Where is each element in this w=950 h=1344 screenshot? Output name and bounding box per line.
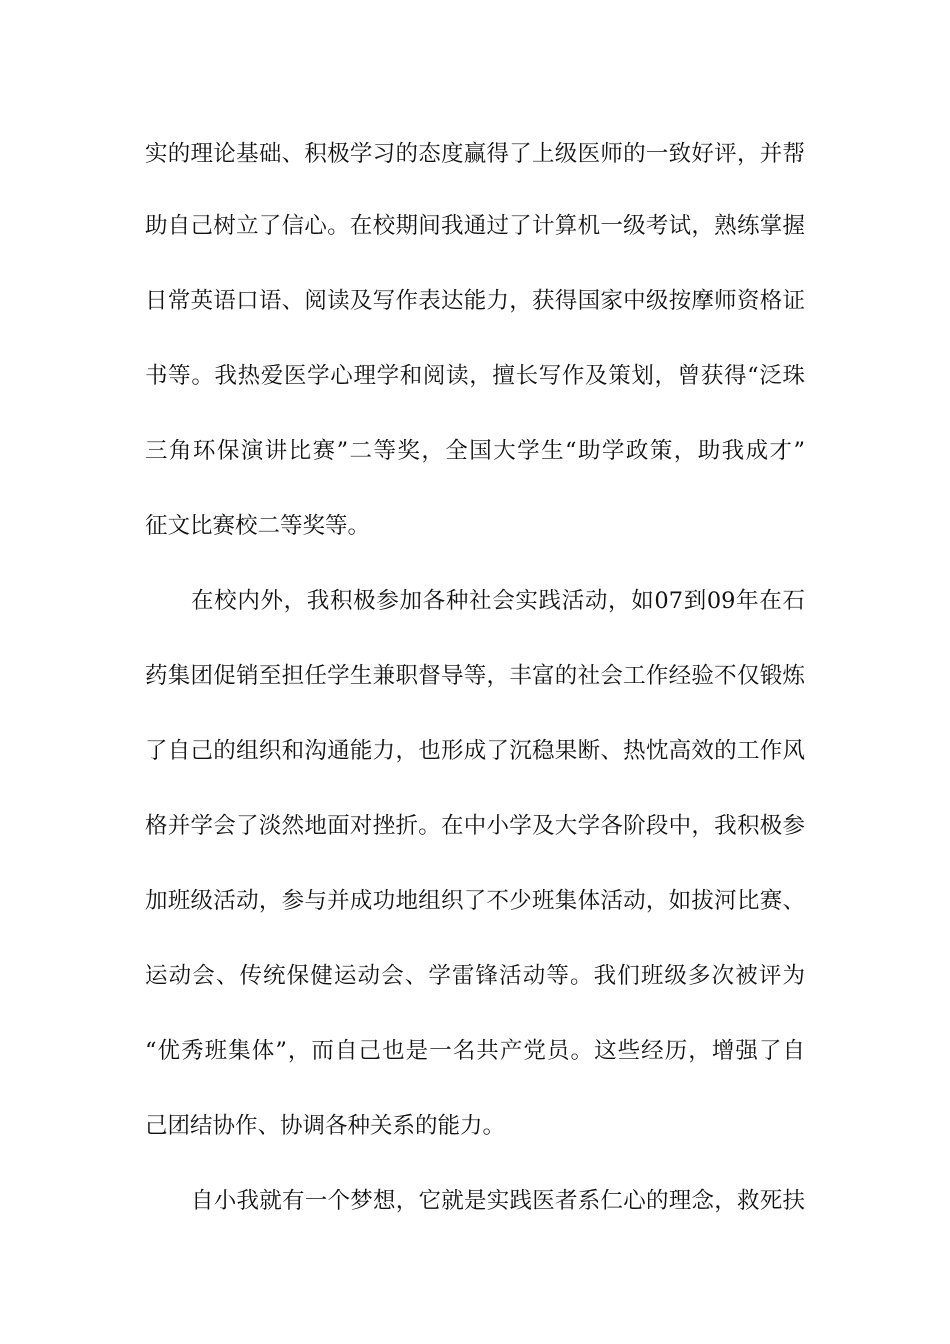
paragraph-first-line: 在校内外，我积极参加各种社会实践活动，如07到09年在石 (191, 588, 805, 614)
text-line: 三角环保演讲比赛”二等奖，全国大学生“助学政策，助我成才” (145, 438, 805, 464)
text-line: 助自己树立了信心。在校期间我通过了计算机一级考试，熟练掌握 (145, 213, 805, 239)
paragraph-first-line: 自小我就有一个梦想，它就是实践医者系仁心的理念，救死扶 (191, 1188, 805, 1214)
text-line: 实的理论基础、积极学习的态度赢得了上级医师的一致好评，并帮 (145, 141, 805, 167)
text-line: 书等。我热爱医学心理学和阅读，擅长写作及策划，曾获得“泛珠 (145, 363, 805, 389)
text-line: “优秀班集体”，而自己也是一名共产党员。这些经历，增强了自 (145, 1038, 805, 1064)
text-line: 加班级活动，参与并成功地组织了不少班集体活动，如拔河比赛、 (145, 888, 805, 914)
text-line: 了自己的组织和沟通能力，也形成了沉稳果断、热忱高效的工作风 (145, 738, 805, 764)
text-line: 药集团促销至担任学生兼职督导等，丰富的社会工作经验不仅锻炼 (145, 663, 805, 689)
text-line: 日常英语口语、阅读及写作表达能力，获得国家中级按摩师资格证 (145, 288, 805, 314)
text-line: 格并学会了淡然地面对挫折。在中小学及大学各阶段中，我积极参 (145, 813, 805, 839)
text-line: 运动会、传统保健运动会、学雷锋活动等。我们班级多次被评为 (145, 963, 805, 989)
text-line: 征文比赛校二等奖等。 (145, 513, 371, 539)
text-line: 己团结协作、协调各种关系的能力。 (145, 1113, 506, 1139)
